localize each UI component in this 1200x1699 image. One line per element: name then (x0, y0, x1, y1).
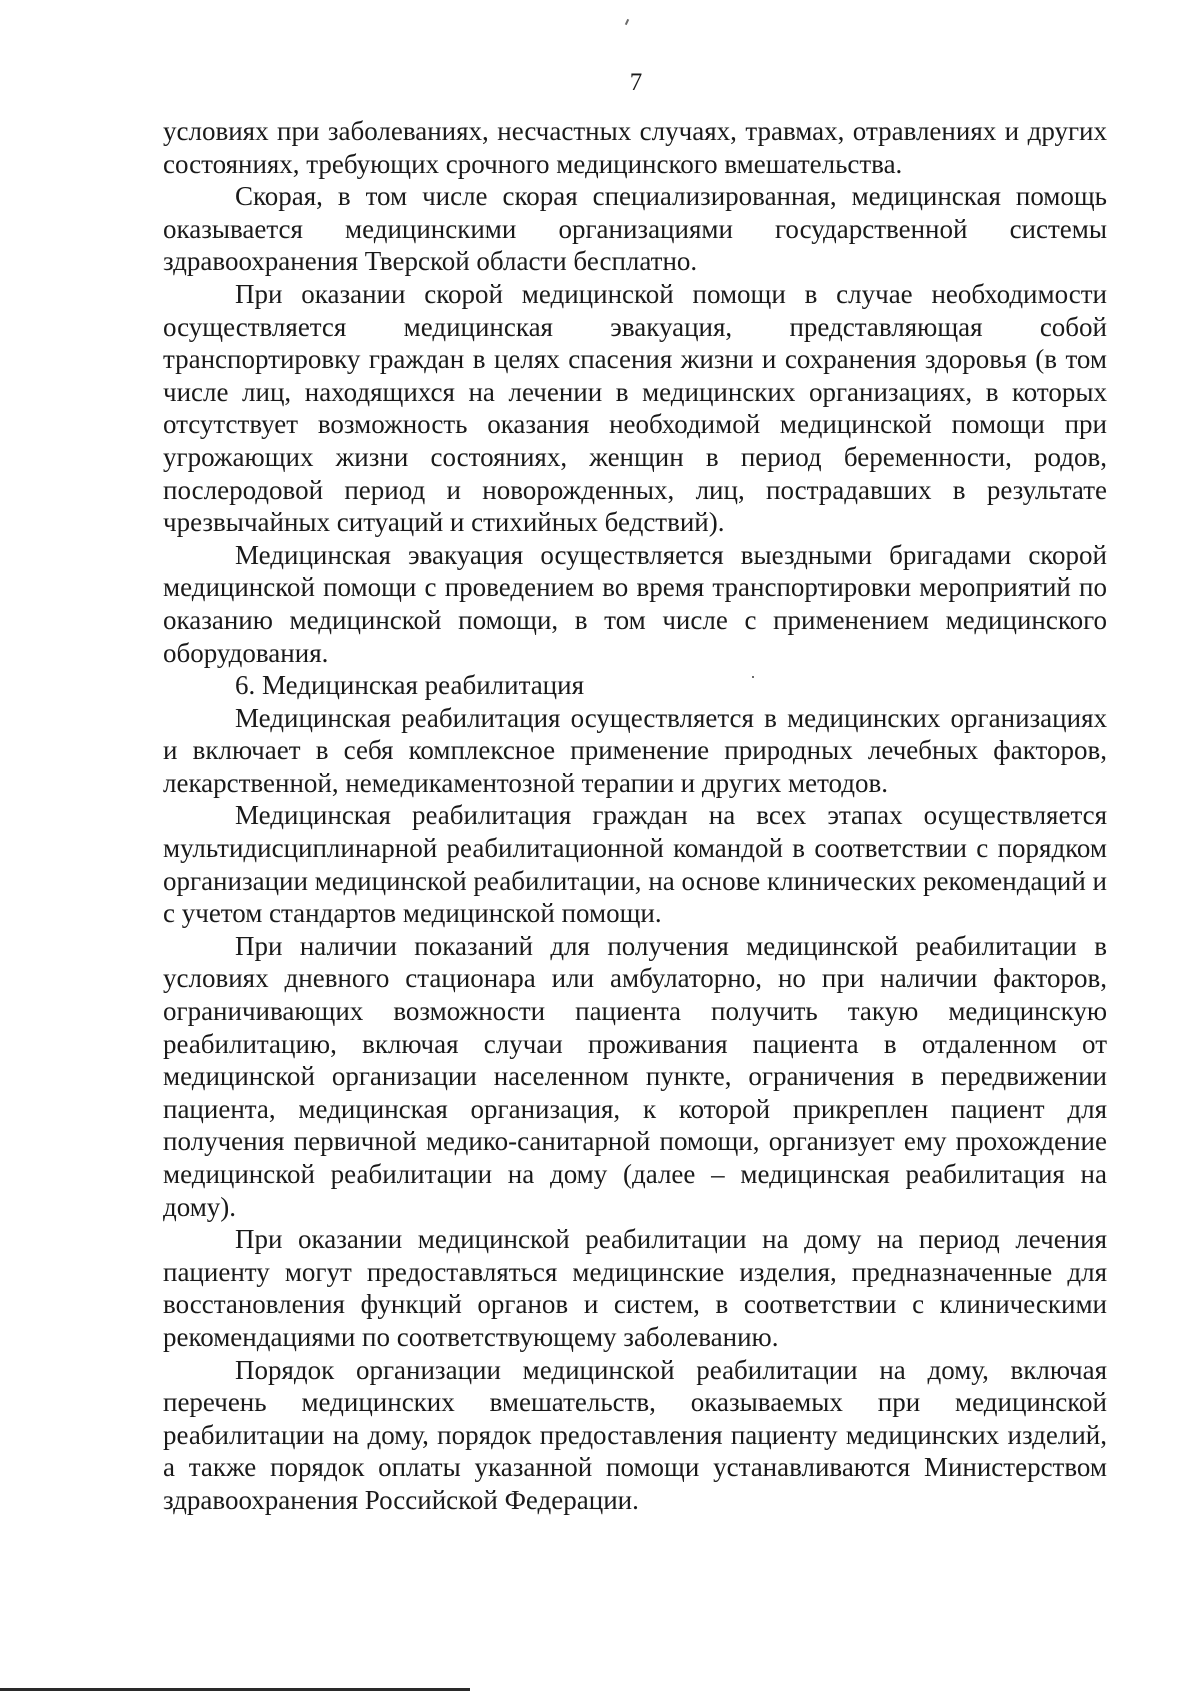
page-number: 7 (629, 69, 643, 96)
scan-mark-top (625, 19, 629, 25)
paragraph-2: Скорая, в том числе скорая специализированная, медицинская помощь оказывается медицинскими организациями государственной системы здравоохранения Тверской области бесплатно. (163, 181, 1107, 277)
paragraph-5: Медицинская реабилитация осуществляется в медицинских организациях и включает в себя комплексное применение природных лечебных факторов, лекарственной, немедикаментозной терапии и других методов. (163, 702, 1107, 798)
paragraph-6: Медицинская реабилитация граждан на всех этапах осуществляется мультидисциплинарной реабилитационной командой в соответствии с порядком организации медицинской реабилитации, на основе клинических рекомендаций и с учетом стандартов медицинской помощи. (163, 800, 1107, 929)
document-body (163, 115, 1107, 1517)
paragraph-1: условиях при заболеваниях, несчастных случаях, травмах, отравлениях и других состояниях, требующих срочного медицинского вмешательства. (163, 116, 1107, 179)
section-heading: 6. Медицинская реабилитация (235, 670, 584, 701)
paragraph-3: При оказании скорой медицинской помощи в случае необходимости осуществляется медицинская эвакуация, представляющая собой транспортировку граждан в целях спасения жизни и сохранения здоровья (в том числе лиц, находящихся на лечении в медицинских организациях, в которых отсутствует возможность оказания необходимой медицинской помощи при угрожающих жизни состояниях, женщин в период беременности, родов, послеродовой период и новорожденных, лиц, пострадавших в результате чрезвычайных ситуаций и стихийных бедствий). (163, 278, 1107, 538)
paragraph-8: При оказании медицинской реабилитации на дому на период лечения пациенту могут предоставляться медицинские изделия, предназначенные для восстановления функций органов и систем, в соответствии с клиническими рекомендациями по соответствующему заболеванию. (163, 1224, 1107, 1352)
scan-edge-line (0, 1688, 470, 1691)
paragraph-4: Медицинская эвакуация осуществляется выездными бригадами скорой медицинской помощи с проведением во время транспортировки мероприятий по оказанию медицинской помощи, в том числе с применением медицинского оборудования. (163, 539, 1107, 668)
paragraph-9: Порядок организации медицинской реабилитации на дому, включая перечень медицинских вмешательств, оказываемых при медицинской реабилитации на дому, порядок предоставления пациенту медицинских изделий, а также порядок оплаты указанной помощи устанавливаются Министерством здравоохранения Российской Федерации. (163, 1354, 1107, 1515)
paragraph-7: При наличии показаний для получения медицинской реабилитации в условиях дневного стационара или амбулаторно, но при наличии факторов, ограничивающих возможности пациента получить такую медицинскую реабилитацию, включая случаи проживания пациента в отдаленном от медицинской организации населенном пункте, ограничения в передвижении пациента, медицинская организация, к которой прикреплен пациент для получения первичной медико-санитарной помощи, организует ему прохождение медицинской реабилитации на дому (далее – медицинская реабилитация на дому). (163, 930, 1107, 1222)
